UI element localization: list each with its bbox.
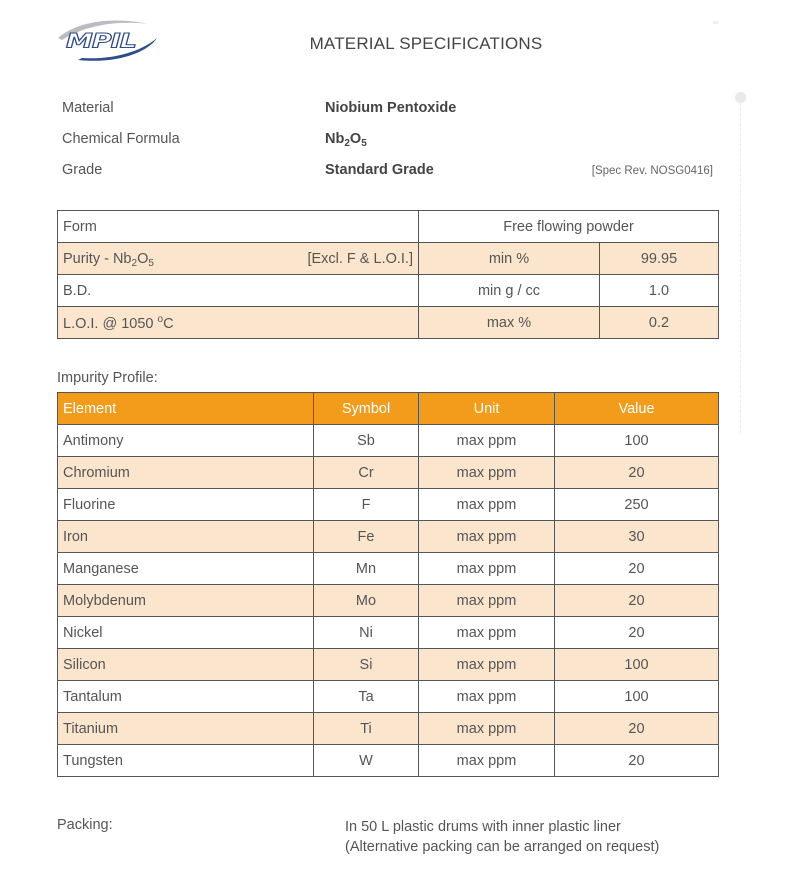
- value-cell: 100: [555, 425, 719, 457]
- table-row: [58, 521, 719, 553]
- impurity-header-row: [58, 393, 719, 425]
- unit-cell: max ppm: [419, 457, 555, 489]
- symbol-cell: Ti: [314, 713, 419, 745]
- bd-unit: min g / cc: [419, 275, 600, 307]
- unit-cell: max ppm: [419, 713, 555, 745]
- unit-cell: max ppm: [419, 681, 555, 713]
- bd-value: 1.0: [600, 275, 719, 307]
- purity-label: Purity - $Nb_2O_5$ [Excl. F & L.O.I.]: [58, 243, 419, 275]
- grade-label: Grade: [62, 162, 103, 178]
- element-header: Element: [58, 393, 314, 425]
- element-cell: Tantalum: [58, 681, 314, 713]
- value-cell: 100: [555, 649, 719, 681]
- table-row: [58, 425, 719, 457]
- symbol-cell: Ta: [314, 681, 419, 713]
- value-cell: 20: [555, 553, 719, 585]
- table-row: [58, 649, 719, 681]
- element-cell: Fluorine: [58, 489, 314, 521]
- bd-row: [58, 275, 719, 307]
- purity-value: 99.95: [600, 243, 719, 275]
- value-cell: 20: [555, 713, 719, 745]
- symbol-cell: F: [314, 489, 419, 521]
- element-cell: Molybdenum: [58, 585, 314, 617]
- decorative-dash: [713, 21, 718, 24]
- purity-unit: min %: [419, 243, 600, 275]
- symbol-cell: Si: [314, 649, 419, 681]
- chemical-formula-value: $Nb_2O_5$: [325, 131, 367, 149]
- value-header: Value: [555, 393, 719, 425]
- packing-line-2: (Alternative packing can be arranged on request): [345, 839, 660, 855]
- material-label: Material: [62, 100, 114, 116]
- table-row: [58, 681, 719, 713]
- material-header: [62, 96, 718, 189]
- packing-text: [345, 817, 659, 857]
- scrollbar-track[interactable]: [740, 93, 741, 433]
- material-value: Niobium Pentoxide: [325, 100, 457, 116]
- unit-cell: max ppm: [419, 617, 555, 649]
- chemical-formula-row: [62, 127, 718, 158]
- element-cell: Antimony: [58, 425, 314, 457]
- purity-note: [Excl. F & L.O.I.]: [307, 250, 413, 267]
- value-cell: 20: [555, 585, 719, 617]
- element-cell: Iron: [58, 521, 314, 553]
- unit-cell: max ppm: [419, 745, 555, 777]
- symbol-cell: Mo: [314, 585, 419, 617]
- value-cell: 20: [555, 745, 719, 777]
- element-cell: Nickel: [58, 617, 314, 649]
- element-cell: Manganese: [58, 553, 314, 585]
- form-label: Form: [58, 211, 419, 243]
- unit-cell: max ppm: [419, 585, 555, 617]
- value-cell: 250: [555, 489, 719, 521]
- table-row: [58, 489, 719, 521]
- impurity-profile-label: Impurity Profile:: [57, 370, 158, 386]
- symbol-cell: Fe: [314, 521, 419, 553]
- symbol-cell: Mn: [314, 553, 419, 585]
- value-cell: 20: [555, 457, 719, 489]
- loi-label: L.O.I. @ 1050 $^o$C: [58, 307, 419, 339]
- packing-line-1: In 50 L plastic drums with inner plastic liner: [345, 819, 621, 835]
- element-cell: Chromium: [58, 457, 314, 489]
- impurity-body: [58, 425, 719, 777]
- grade-value: Standard Grade: [325, 162, 434, 178]
- logo-wordmark: MPIL: [66, 30, 136, 53]
- chemical-formula-label: Chemical Formula: [62, 131, 180, 147]
- value-cell: 20: [555, 617, 719, 649]
- loi-value: 0.2: [600, 307, 719, 339]
- unit-cell: max ppm: [419, 521, 555, 553]
- symbol-header: Symbol: [314, 393, 419, 425]
- element-cell: Titanium: [58, 713, 314, 745]
- unit-cell: max ppm: [419, 553, 555, 585]
- unit-cell: max ppm: [419, 649, 555, 681]
- packing-label: Packing:: [57, 817, 113, 833]
- material-row: [62, 96, 718, 127]
- scrollbar-thumb[interactable]: [735, 92, 746, 103]
- loi-unit: max %: [419, 307, 600, 339]
- page-title: MATERIAL SPECIFICATIONS: [309, 34, 543, 53]
- form-value: Free flowing powder: [419, 211, 719, 243]
- symbol-cell: Sb: [314, 425, 419, 457]
- table-row: [58, 585, 719, 617]
- unit-cell: max ppm: [419, 489, 555, 521]
- properties-table: [57, 210, 719, 339]
- value-cell: 100: [555, 681, 719, 713]
- table-row: [58, 553, 719, 585]
- spec-revision: [Spec Rev. NOSG0416]: [591, 165, 713, 177]
- table-row: [58, 713, 719, 745]
- element-cell: Tungsten: [58, 745, 314, 777]
- value-cell: 30: [555, 521, 719, 553]
- element-cell: Silicon: [58, 649, 314, 681]
- table-row: [58, 745, 719, 777]
- loi-row: [58, 307, 719, 339]
- symbol-cell: Cr: [314, 457, 419, 489]
- symbol-cell: Ni: [314, 617, 419, 649]
- unit-cell: max ppm: [419, 425, 555, 457]
- purity-row: [58, 243, 719, 275]
- symbol-cell: W: [314, 745, 419, 777]
- unit-header: Unit: [419, 393, 555, 425]
- bd-label: B.D.: [58, 275, 419, 307]
- grade-row: [62, 158, 718, 189]
- table-row: [58, 457, 719, 489]
- form-row: [58, 211, 719, 243]
- impurity-table: [57, 392, 719, 777]
- table-row: [58, 617, 719, 649]
